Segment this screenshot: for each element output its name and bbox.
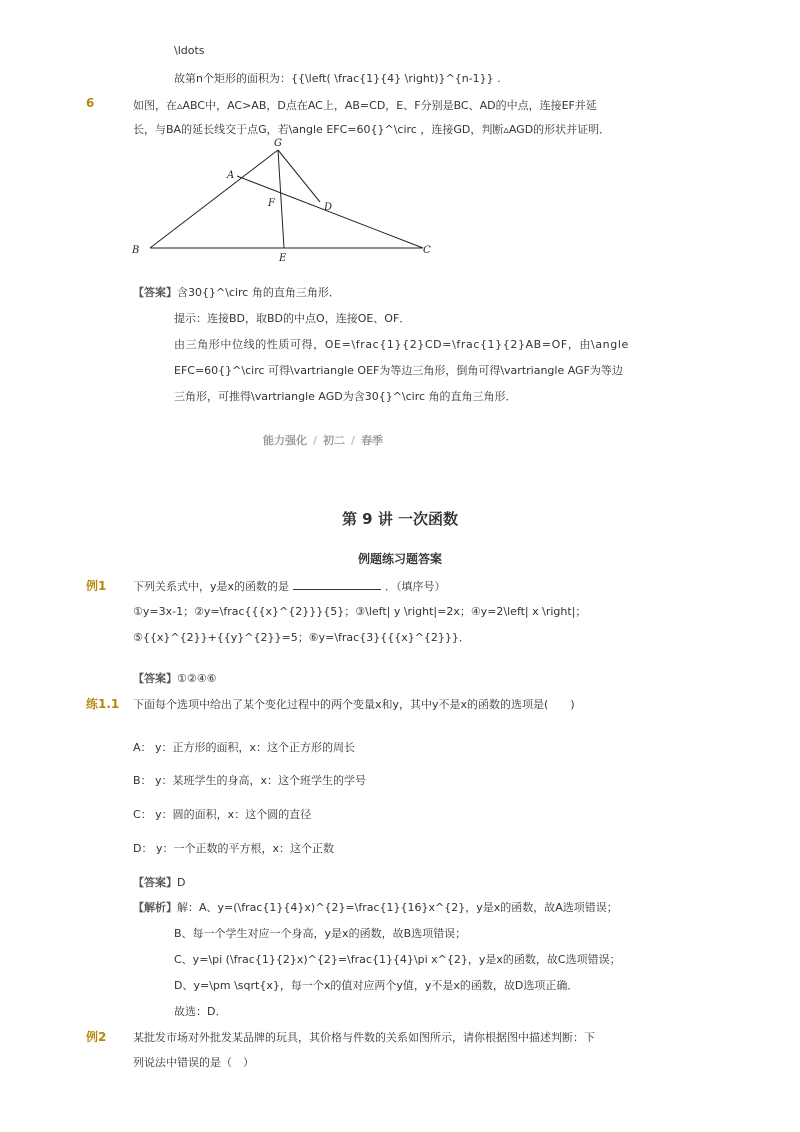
label-E: E xyxy=(279,253,287,262)
answer-tag: 【答案】 xyxy=(133,672,177,685)
analysis-line1: 解：A、y=(\frac{1}{4}x)^{2}=\frac{1}{16}x^{2}，y是x的函数，故A选项错误； xyxy=(177,901,618,914)
ldots-text: \ldots xyxy=(174,44,205,57)
analysis-line4: D、y=\pm \sqrt{x}，每一个x的值对应两个y值，y不是x的函数，故D选项正确． xyxy=(174,979,579,992)
option-c: C： y：圆的面积，x：这个圆的直径 xyxy=(133,808,312,821)
pr11-analysis xyxy=(133,899,618,915)
ex1-answer xyxy=(133,670,216,686)
answer-tag: 【答案】 xyxy=(133,286,177,299)
label-F: F xyxy=(268,198,275,209)
option-d: D： y：一个正数的平方根，x：这个正数 xyxy=(133,842,334,855)
lecture-title: 第 9 讲 一次函数 xyxy=(341,510,459,528)
label-G: G xyxy=(274,138,282,149)
option-b: B： y：某班学生的身高，x：这个班学生的学号 xyxy=(133,774,367,787)
footer-course: 能力强化 xyxy=(263,434,307,447)
answer-text: ①②④⑥ xyxy=(177,672,217,685)
example-number: 例2 xyxy=(86,1030,107,1044)
label-C: C xyxy=(423,245,431,256)
footer-term: 春季 xyxy=(361,434,384,447)
area-text: 故第n个矩形的面积为：{{\left( \frac{1}{4} \right)}^{n-1}} . xyxy=(174,72,501,85)
q6-hint1: 提示：连接BD，取BD的中点O，连接OE、OF． xyxy=(174,312,411,325)
q6-answer xyxy=(133,284,340,300)
question-number: 6 xyxy=(86,96,95,110)
ex1-question xyxy=(133,578,446,594)
label-A: A xyxy=(227,170,235,181)
answer-blank xyxy=(293,580,381,590)
pr11-answer xyxy=(133,874,185,890)
ex2-line2: 列说法中错误的是（ ） xyxy=(133,1056,254,1069)
answer-text: D xyxy=(177,876,186,889)
analysis-line5: 故选：D． xyxy=(174,1005,227,1018)
practice-number: 练1.1 xyxy=(86,697,120,711)
analysis-tag: 【解析】 xyxy=(133,901,177,914)
ex1-text-end: ．（填序号） xyxy=(385,580,446,593)
answer-text: 含30{}^\circ 角的直角三角形． xyxy=(177,286,340,299)
ex1-options-2: ⑤{{x}^{2}}+{{y}^{2}}=5；⑥y=\frac{3}{{{x}^{2}}}． xyxy=(133,631,470,644)
option-a: A： y：正方形的面积，x：这个正方形的周长 xyxy=(133,741,356,754)
lecture-subtitle: 例题练习题答案 xyxy=(357,552,442,566)
triangle-diagram xyxy=(120,132,440,262)
answer-tag: 【答案】 xyxy=(133,876,177,889)
q6-line1: 如图，在▵ABC中，AC>AB，D点在AC上，AB=CD，E、F分别是BC、AD的中点，连接EF并延 xyxy=(133,99,597,112)
footer-sep-2: / xyxy=(351,434,356,447)
analysis-line2: B、每一个学生对应一个身高，y是x的函数，故B选项错误； xyxy=(174,927,467,940)
label-D: D xyxy=(324,202,333,213)
ex2-line1: 某批发市场对外批发某品牌的玩具，其价格与件数的关系如图所示，请你根据图中描述判断：下 xyxy=(133,1031,595,1044)
q6-hint2: 由三角形中位线的性质可得，OE=\frac{1}{2}CD=\frac{1}{2}AB=OF，由\angle xyxy=(174,338,629,351)
example-number: 例1 xyxy=(86,579,107,593)
ex1-text: 下列关系式中，y是x的函数的是 xyxy=(133,580,290,593)
label-B: B xyxy=(132,245,140,256)
side-BA-extended xyxy=(150,150,278,248)
ex1-options-1: ①y=3x-1；②y=\frac{{{x}^{2}}}{5}；③\left| y \right|=2x；④y=2\left| x \right|； xyxy=(133,605,587,618)
q6-line2: 长，与BA的延长线交于点G，若\angle EFC=60{}^\circ ，连接GD，判断▵AGD的形状并证明． xyxy=(133,123,611,136)
footer-grade: 初二 xyxy=(323,434,346,447)
q6-hint3: EFC=60{}^\circ 可得\vartriangle OEF为等边三角形，倒角可得\vartriangle AGF为等边 xyxy=(174,364,623,377)
footer-sep-1: / xyxy=(313,434,318,447)
segment-GE xyxy=(278,150,284,248)
analysis-line3: C、y=\pi (\frac{1}{2}x)^{2}=\frac{1}{4}\pi x^{2}，y是x的函数，故C选项错误； xyxy=(174,953,621,966)
pr11-question: 下面每个选项中给出了某个变化过程中的两个变量x和y，其中y不是x的函数的选项是( ) xyxy=(133,698,575,711)
page-footer xyxy=(263,432,383,448)
q6-hint4: 三角形，可推得\vartriangle AGD为含30{}^\circ 角的直角三角形． xyxy=(174,390,517,403)
